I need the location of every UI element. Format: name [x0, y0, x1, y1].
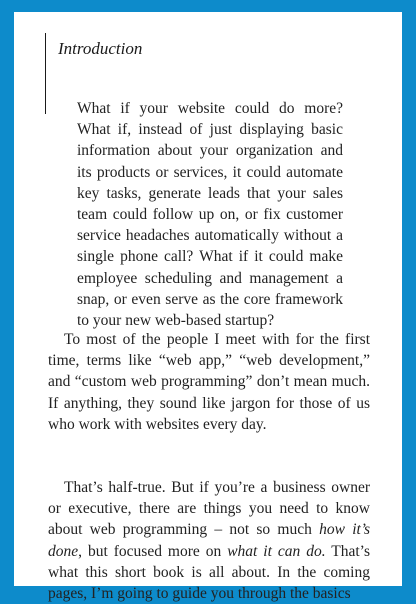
paragraph-text-segment: That’s half-true. But if you’re a business owner or executive, there are things you need to know about web programming – not so much [48, 479, 370, 539]
chapter-title: Introduction [58, 39, 143, 58]
paragraph-text-segment: That’s what this short book is all about. In the coming pages, I’m going to guide you through the basics [48, 542, 371, 603]
chapter-rule [45, 33, 46, 114]
intro-paragraph: What if your website could do more? What if, instead of just displaying basic information about your organization and its products or services, it could automate key tasks, generate leads that your sales team could follow up on, or fix customer service headaches automatically without a single phone call? What if it could make employee scheduling and management a snap, or even serve as the core framework to your new web-based startup? [77, 100, 343, 330]
paragraph-text-segment: , but focused more on [78, 542, 228, 560]
body-paragraph-jargon: To most of the people I meet with for the first time, terms like “web app,” “web development,” and “custom web programming” don’t mean much. If anything, they sound like jargon for those of us who work with websites every day. [48, 331, 370, 433]
body-paragraph-half-true [48, 477, 370, 604]
book-page [14, 12, 402, 603]
emphasis-what-it-can-do: what it can do. [227, 542, 326, 560]
emphasis-how-its-done: how it’s done [48, 521, 370, 560]
